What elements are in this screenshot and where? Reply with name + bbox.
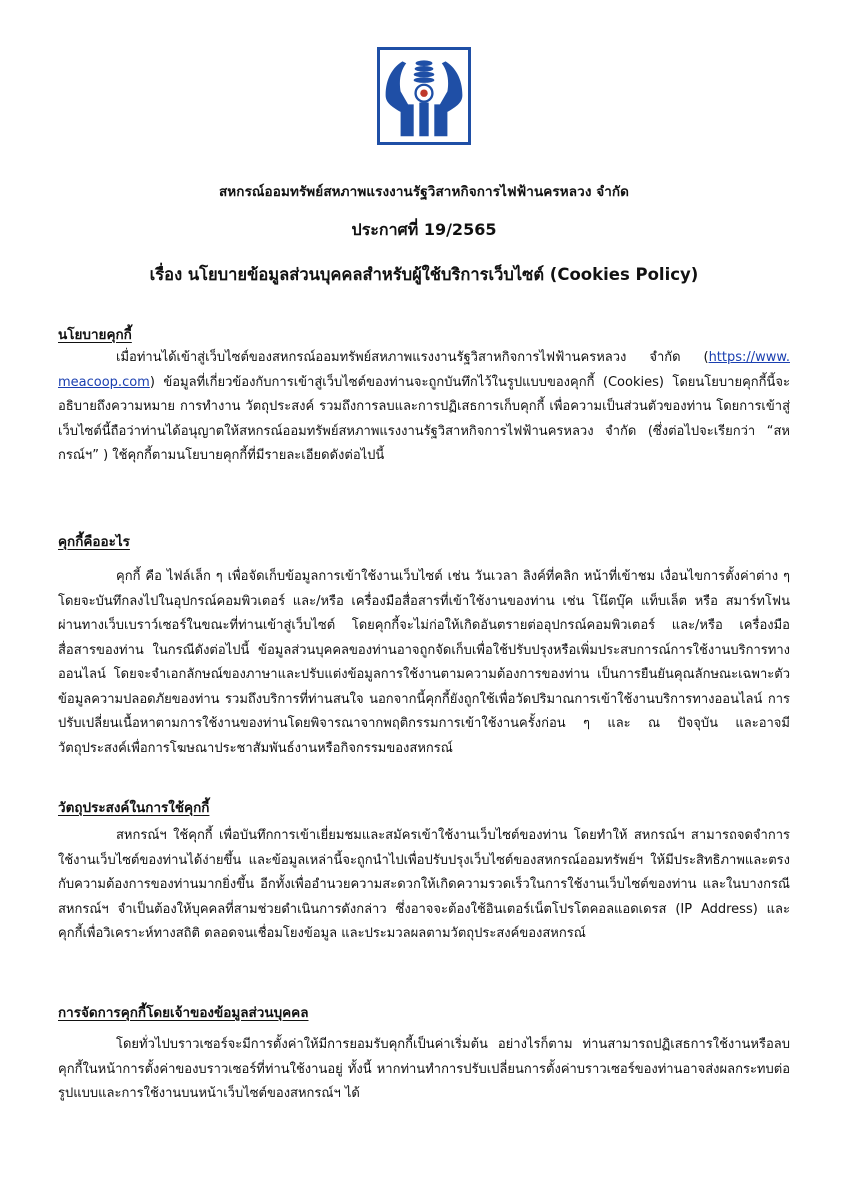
- organization-name: สหกรณ์ออมทรัพย์สหภาพแรงงานรัฐวิสาหกิจการไฟฟ้านครหลวง จำกัด: [218, 184, 630, 200]
- body-text: โดยทั่วไปบราวเซอร์จะมีการตั้งค่าให้มีการยอมรับคุกกี้เป็นค่าเริ่มต้น อย่างไรก็ตาม ท่านสามารถปฏิเสธการใช้งานหรือลบคุกกี้ในหน้าการตั้งค่าของบราวเซอร์ที่ท่านใช้งานอยู่ ทั้งนี้ หากท่านทำการปรับเปลี่ยนการตั้งค่าบราวเซอร์ของท่านอาจส่งผลกระทบต่อรูปแบบและการใช้งานบนหน้าเว็บไซต์ของสหกรณ์ฯ ได้: [58, 1037, 790, 1101]
- website-link[interactable]: https://www. meacoop.com: [58, 350, 790, 390]
- section-body-what-is-cookie: [58, 565, 790, 761]
- section-heading-cookie-purpose: วัตถุประสงค์ในการใช้คุกกี้: [58, 800, 210, 816]
- section-heading-what-is-cookie: คุกกี้คืออะไร: [58, 534, 130, 550]
- body-text: สหกรณ์ฯ ใช้คุกกี้ เพื่อบันทึกการเข้าเยี่ยมชมและสมัครเข้าใช้งานเว็บไซต์ของท่าน โดยทำให้ สหกรณ์ฯ สามารถจดจำการใช้งานเว็บไซต์ของท่านได้ง่ายขึ้น และข้อมูลเหล่านี้จะถูกนำไปเพื่อปรับปรุงเว็บไซต์ของสหกรณ์ออมทรัพย์ฯ ให้มีประสิทธิภาพและตรงกับความต้องการของท่านมากยิ่งขึ้น อีกทั้งเพื่ออำนวยความสะดวกให้เกิดความรวดเร็วในการใช้งานเว็บไซต์ของท่าน และในบางกรณีสหกรณ์ฯ จำเป็นต้องให้บุคคลที่สามช่วยดำเนินการดังกล่าว ซึ่งอาจจะต้องใช้อินเตอร์เน็ตโปรโตคอลแอดเดรส (IP Address) และคุกกี้เพื่อวิเคราะห์ทางสถิติ ตลอดจนเชื่อมโยงข้อมูล และประมวลผลตามวัตถุประสงค์ของสหกรณ์: [58, 828, 790, 941]
- document-subject: เรื่อง นโยบายข้อมูลส่วนบุคคลสำหรับผู้ใช้บริการเว็บไซต์ (Cookies Policy): [149, 265, 699, 284]
- announcement-number: ประกาศที่ 19/2565: [351, 220, 497, 239]
- body-text: คุกกี้ คือ ไฟล์เล็ก ๆ เพื่อจัดเก็บข้อมูลการเข้าใช้งานเว็บไซต์ เช่น วันเวลา ลิงค์ที่คลิก หน้าที่เข้าชม เงื่อนไขการตั้งค่าต่าง ๆ โดยจะบันทึกลงไปในอุปกรณ์คอมพิวเตอร์ และ/หรือ เครื่องมือสื่อสารที่เข้าใช้งานของท่าน เช่น โน๊ตบุ๊ค แท็บเล็ต หรือ สมาร์ทโฟน ผ่านทางเว็บเบราว์เซอร์ในขณะที่ท่านเข้าสู่เว็บไซต์ โดยคุกกี้จะไม่ก่อให้เกิดอันตรายต่ออุปกรณ์คอมพิวเตอร์ และ/หรือ เครื่องมือสื่อสารของท่าน ในกรณีดังต่อไปนี้ ข้อมูลส่วนบุคคลของท่านอาจถูกจัดเก็บเพื่อใช้ปรับปรุงหรือเพิ่มประสบการณ์การใช้งานบริการทางออนไลน์ โดยจะจำเอกลักษณ์ของภาษาและปรับแต่งข้อมูลการใช้งานตามความต้องการของท่าน เป็นการยืนยันคุณลักษณะเฉพาะตัว ข้อมูลความปลอดภัยของท่าน รวมถึงบริการที่ท่านสนใจ นอกจากนี้คุกกี้ยังถูกใช้เพื่อวัดปริมาณการเข้าใช้งานบริการทางออนไลน์ การปรับเปลี่ยนเนื้อหาตามการใช้งานของท่านโดยพิจารณาจากพฤติกรรมการเข้าใช้งานครั้งก่อน ๆ และ ณ ปัจจุบัน และอาจมีวัตถุประสงค์เพื่อการโฆษณาประชาสัมพันธ์งานหรือกิจกรรมของสหกรณ์: [58, 569, 790, 756]
- section-heading-cookie-policy: นโยบายคุกกี้: [58, 327, 132, 343]
- section-heading-cookie-management: การจัดการคุกกี้โดยเจ้าของข้อมูลส่วนบุคคล: [58, 1005, 309, 1021]
- body-text: ) ข้อมูลที่เกี่ยวข้องกับการเข้าสู่เว็บไซต์ของท่านจะถูกบันทึกไว้ในรูปแบบของคุกกี้ (Cookies) โดยนโยบายคุกกี้นี้จะอธิบายถึงความหมาย การทำงาน วัตถุประสงค์ รวมถึงการลบและการปฏิเสธการเก็บคุกกี้ เพื่อความเป็นส่วนตัวของท่าน โดยการเข้าสู่เว็บไซต์นี้ถือว่าท่านได้อนุญาตให้สหกรณ์ออมทรัพย์สหภาพแรงงานรัฐวิสาหกิจการไฟฟ้านครหลวง จำกัด (ซึ่งต่อไปจะเรียกว่า “สหกรณ์ฯ” ) ใช้คุกกี้ตามนโยบายคุกกี้ที่มีรายละเอียดดังต่อไปนี้: [58, 374, 790, 463]
- cooperative-logo: [377, 47, 471, 145]
- section-body-cookie-management: [58, 1033, 790, 1107]
- body-text: เมื่อท่านได้เข้าสู่เว็บไซต์ของสหกรณ์ออมทรัพย์สหภาพแรงงานรัฐวิสาหกิจการไฟฟ้านครหลวง จำกัด (: [116, 350, 709, 365]
- section-body-cookie-purpose: [58, 824, 790, 947]
- section-body-cookie-policy: [58, 346, 790, 469]
- cooperative-hands-coins-icon: [380, 50, 468, 142]
